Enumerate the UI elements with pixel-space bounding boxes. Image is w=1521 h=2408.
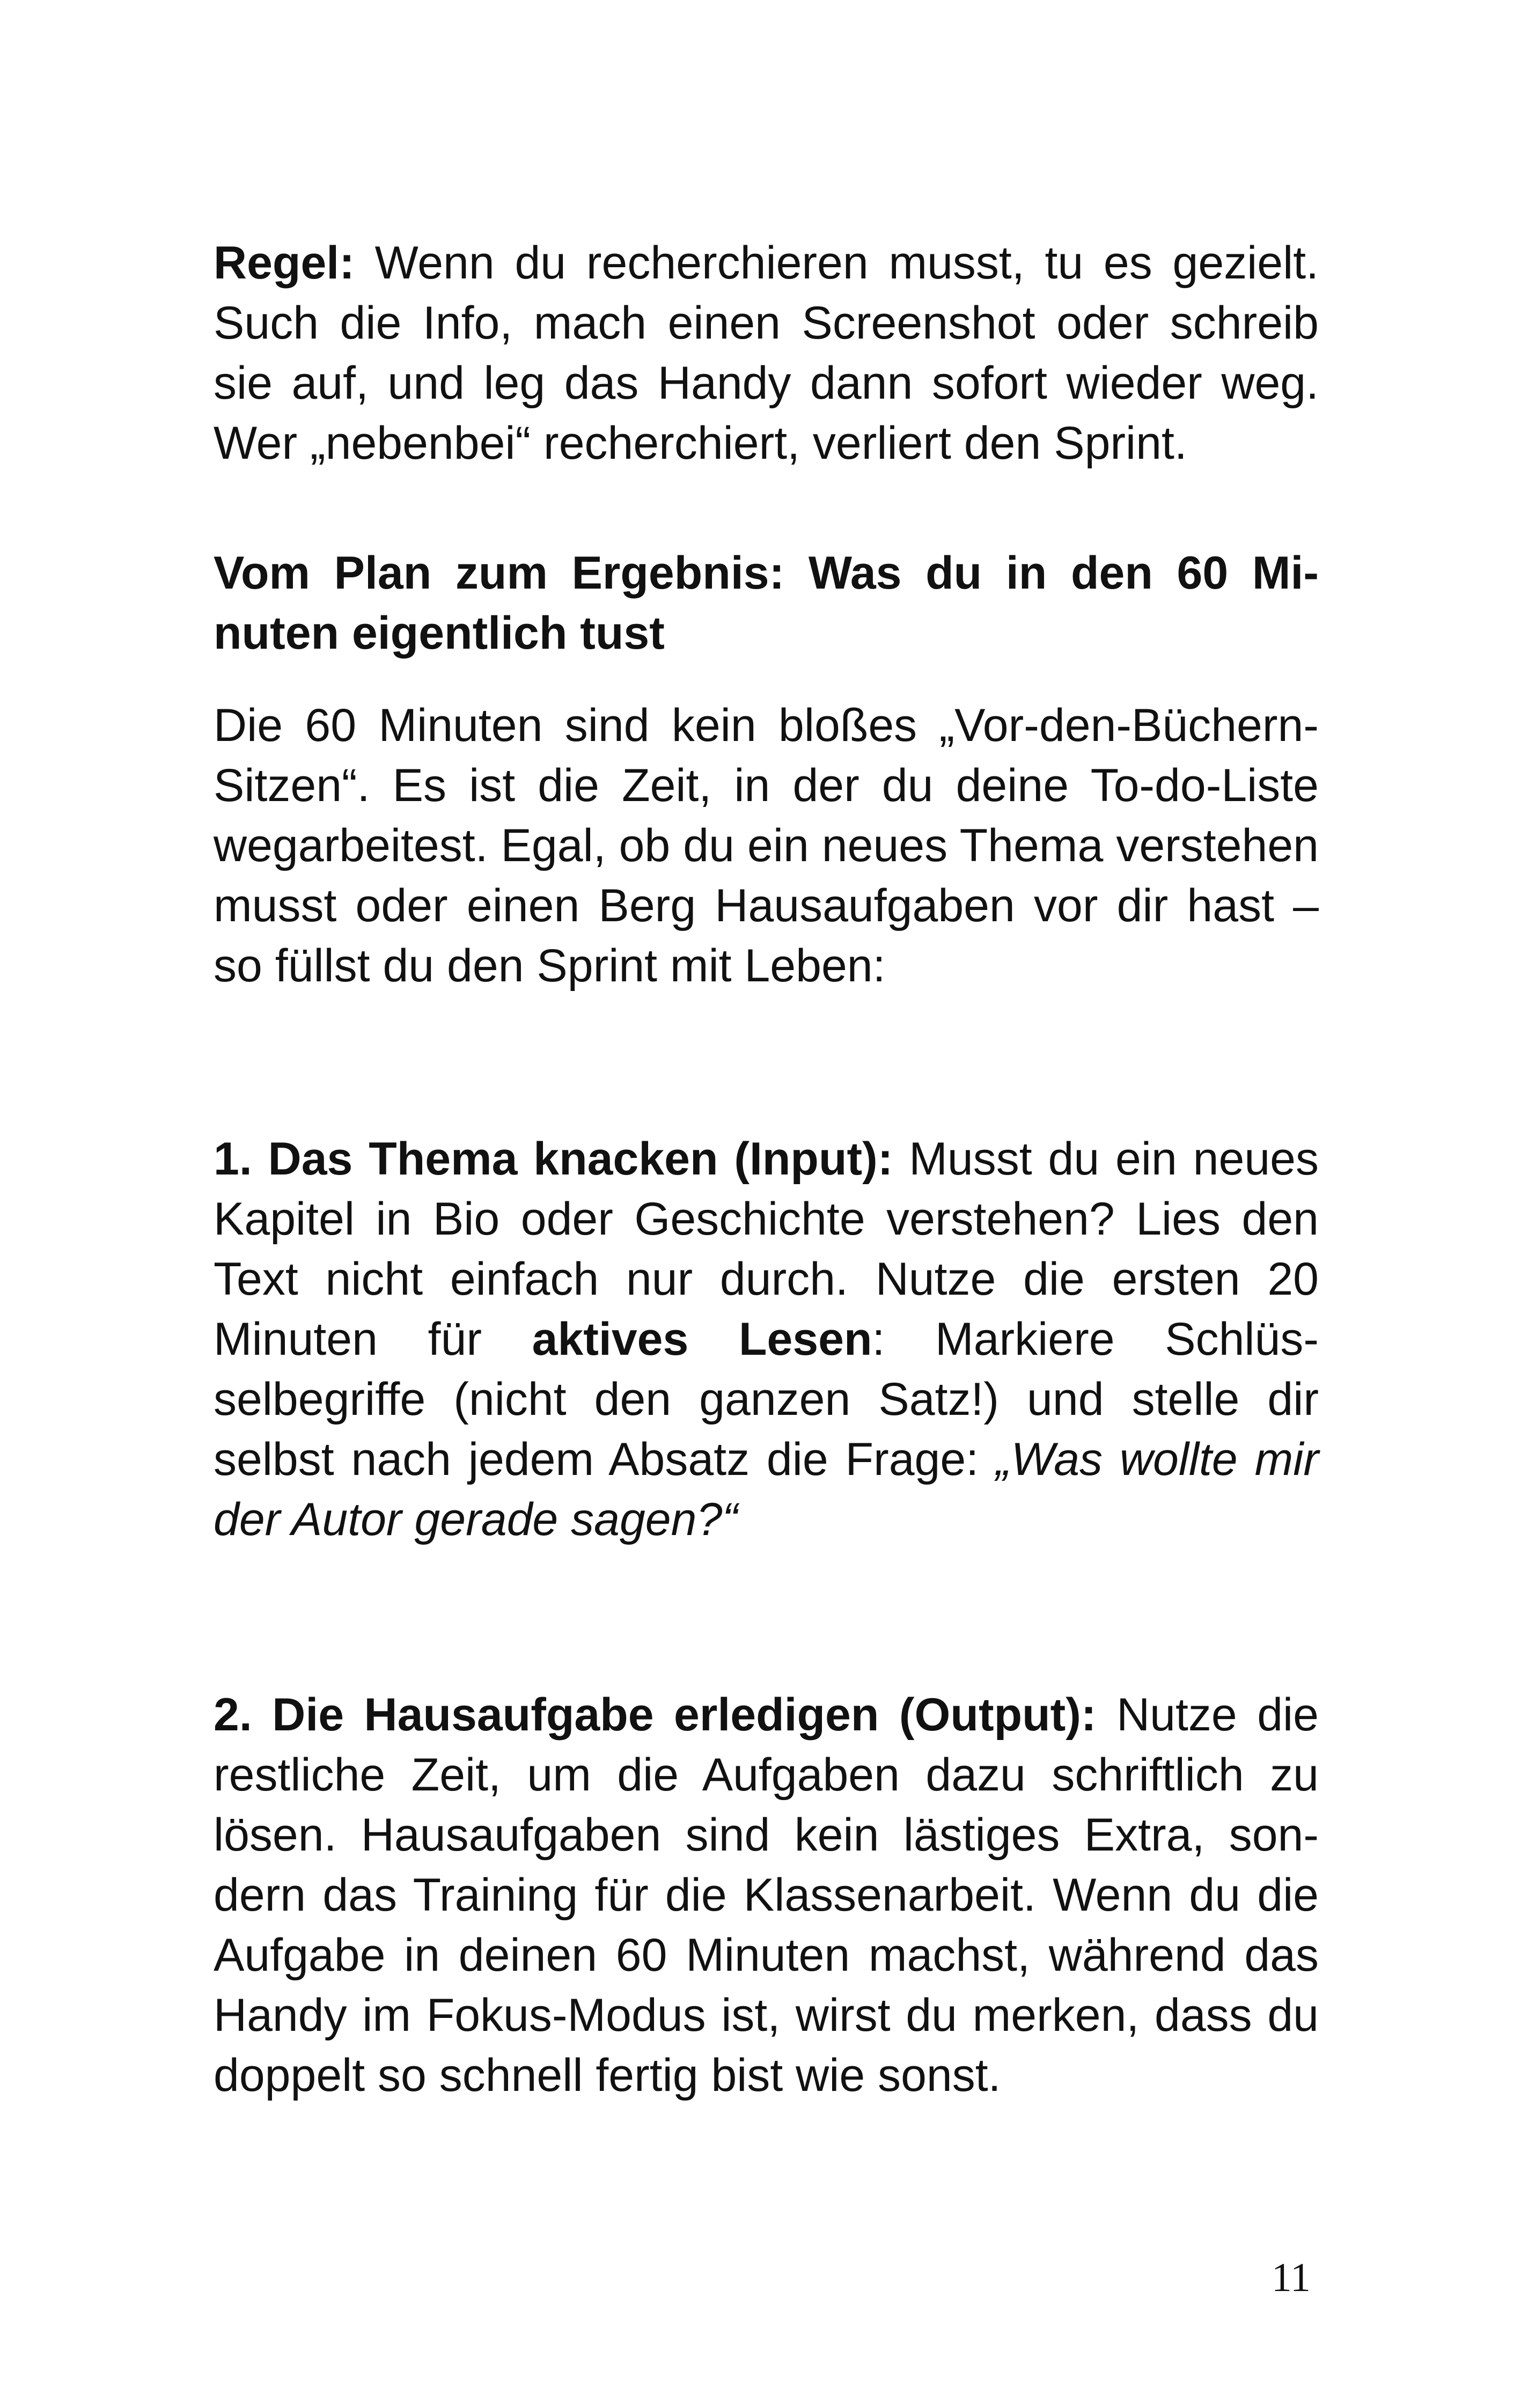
rule-text: Wenn du recherchieren musst, tu es gezielt. Such die Info, mach einen Screenshot oder schreib sie auf, und leg das Handy dann sofort wieder weg. Wer „nebenbei“ recherchiert, verliert den Sprint.	[214, 237, 1319, 469]
list-item-input	[214, 1129, 1319, 1550]
list-item-text: Musst du ein neues Kapitel in Bio oder Geschichte verstehen? Lies den Text nicht einfach nur durch. Nutze die ersten 20 Minuten für	[214, 1133, 1319, 1365]
rule-label: Regel:	[214, 237, 355, 289]
author-question-quote: „Was wollte mir der Autor gerade sagen?“	[214, 1434, 1319, 1545]
section-intro: Die 60 Minuten sind kein bloßes „Vor-den-Büchern-Sitzen“. Es ist die Zeit, in der du deine To-do-Liste wegarbeitest. Egal, ob du ein neues Thema verstehen musst oder einen Berg Hausaufgaben vor dir hast – so füllst du den Sprint mit Leben:	[214, 700, 1319, 992]
list-item-output	[214, 1685, 1319, 2105]
emphasis-active-reading: aktives Lesen	[532, 1313, 872, 1365]
list-item-label: 2. Die Hausaufgabe erledigen (Output):	[214, 1689, 1097, 1741]
section-heading: Vom Plan zum Ergebnis: Was du in den 60 Minuten eigentlich tust	[214, 547, 1319, 659]
list-item-text: : Markiere Schlüsselbegriffe (nicht den ganzen Satz!) und stelle dir selbst nach jedem Absatz die Frage:	[214, 1313, 1319, 1485]
list-item-label: 1. Das Thema knacken (Input):	[214, 1133, 893, 1185]
rule-paragraph	[214, 233, 1319, 473]
page-number: 11	[1271, 2255, 1311, 2300]
list-item-text: Nutze die restliche Zeit, um die Aufgaben dazu schriftlich zu lösen. Hausaufgaben sind kein lästiges Extra, sondern das Training für die Klassenarbeit. Wenn du die Aufgabe in deinen 60 Minuten machst, während das Handy im Fokus-Modus ist, wirst du merken, dass du doppelt so schnell fertig bist wie sonst.	[214, 1689, 1319, 2101]
